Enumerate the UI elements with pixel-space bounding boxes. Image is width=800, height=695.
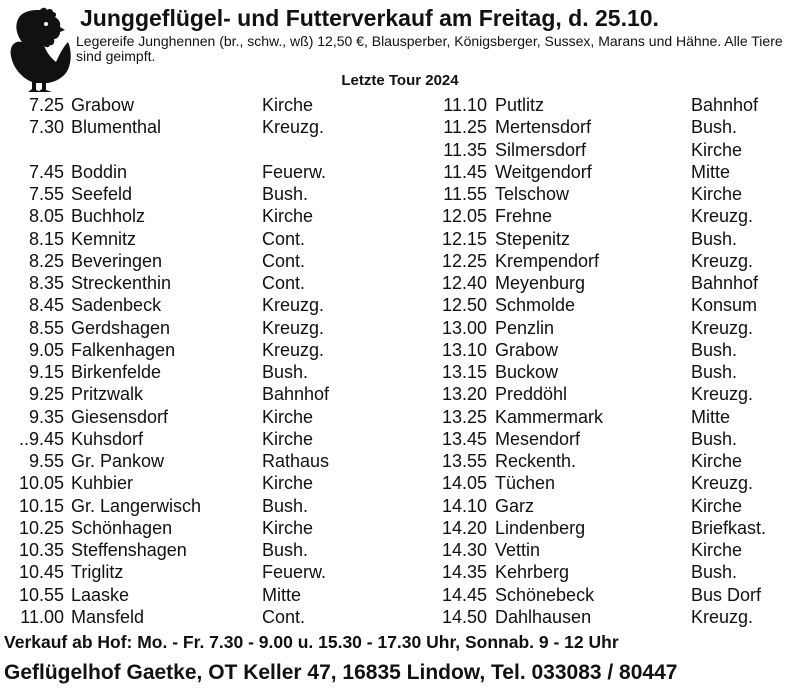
stop-location: Bush. [262,540,309,560]
stop-place: Reckenth. [495,451,577,471]
stop-place: Gerdshagen [71,317,171,338]
stop-place: Kemnitz [71,228,137,249]
stop-place: Schönebeck [495,584,595,605]
schedule-row [400,317,800,339]
tour-title: Letzte Tour 2024 [341,72,459,89]
stop-location: Kreuzg. [691,250,754,271]
stop-place: Telschow [495,184,570,204]
schedule-row [400,294,800,316]
schedule-row [0,472,395,494]
schedule-row [400,606,800,628]
stop-location: Bahnhof [262,384,330,405]
stop-time: 13.55 [441,451,487,471]
stop-location: Kreuzg. [262,339,325,360]
stop-time: 11.55 [443,184,487,204]
stop-time: 13.00 [441,317,487,338]
stop-location: Kreuzg. [691,206,754,227]
stop-place: Beveringen [71,250,163,271]
stop-place: Putlitz [495,95,545,115]
stop-location: Mitte [691,406,731,427]
stop-time: 12.50 [441,295,487,316]
stop-location: Bush. [691,117,738,138]
stop-location: Kreuzg. [262,295,325,316]
stop-time: 14.20 [441,517,487,538]
schedule-row [400,450,800,472]
stop-place: Mansfeld [71,606,145,627]
stop-place: Tüchen [495,473,556,494]
stop-location: Bahnhof [691,273,759,293]
schedule-row [0,561,395,583]
schedule-row [400,339,800,361]
stop-place: Sadenbeck [71,295,162,316]
schedule-row [400,495,800,517]
stop-time: 14.10 [441,495,487,516]
stop-place: Triglitz [71,562,124,583]
stop-location: Kirche [262,95,314,115]
schedule-row [0,383,395,405]
stop-place: Kuhsdorf [71,428,144,449]
stop-location: Bahnhof [691,95,759,115]
stop-place: Stepenitz [495,228,571,249]
stop-location: Cont. [262,273,306,293]
stop-place: Giesensdorf [71,406,169,427]
stop-location: Kreuzg. [262,117,325,138]
stop-place: Buchholz [71,206,146,227]
schedule-row [0,272,395,294]
schedule-row [0,116,395,138]
stop-location: Kirche [262,206,314,227]
stop-place: Falkenhagen [71,339,176,360]
stop-location: Feuerw. [262,562,327,583]
stop-location: Kirche [262,473,314,494]
stop-time: 13.15 [441,362,487,382]
stop-location: Kreuzg. [691,384,754,405]
stop-time: 9.25 [28,384,64,405]
stop-place: Lindenberg [495,517,586,538]
stop-place: Weitgendorf [495,161,592,182]
stop-time: 12.25 [441,250,487,271]
schedule-row [0,183,395,205]
schedule-row [400,228,800,250]
stop-location: Feuerw. [262,161,327,182]
schedule-row [400,272,800,294]
stop-time: 11.00 [20,606,64,627]
schedule-row [400,250,800,272]
stop-place: Grabow [71,95,135,115]
stop-location: Kirche [262,428,314,449]
stop-location: Kreuzg. [691,606,754,627]
stop-location: Bush. [691,362,738,382]
stop-time: 9.15 [28,362,64,382]
stop-place: Krempendorf [495,250,600,271]
stop-place: Kehrberg [495,562,570,583]
stop-location: Kirche [691,540,743,560]
schedule-row [400,205,800,227]
stop-location: Bush. [691,562,738,583]
company-address: Geflügelhof Gaetke, OT Keller 47, 16835 Lindow, Tel. 033083 / 80447 [4,661,678,684]
stop-time: 11.10 [443,95,487,115]
stop-place: Blumenthal [71,117,162,138]
stop-time: 14.30 [441,540,487,560]
stop-time: 13.20 [441,384,487,405]
stop-time: 14.35 [441,562,487,583]
schedule-row [0,161,395,183]
stop-time: 10.45 [18,562,64,583]
stop-location: Kirche [691,184,743,204]
stop-location: Kirche [691,139,743,160]
stop-time: 8.05 [28,206,64,227]
schedule-row [0,139,395,161]
schedule-row [400,517,800,539]
stop-place: Vettin [495,540,541,560]
stop-time: 9.55 [28,451,64,471]
stop-time: 13.45 [441,428,487,449]
stop-place: Laaske [71,584,130,605]
stop-place: Penzlin [495,317,555,338]
stop-location: Bush. [691,339,738,360]
schedule-row [0,94,395,116]
stop-location: Bus Dorf [691,584,762,605]
stop-place: Steffenshagen [71,540,187,560]
stop-location: Bush. [262,495,309,516]
schedule-row [400,361,800,383]
stop-location: Cont. [262,228,306,249]
stop-time: 13.25 [441,406,487,427]
schedule-row [400,406,800,428]
stop-time: 11.35 [443,139,487,160]
schedule-row [0,205,395,227]
stop-time: 12.40 [441,273,487,293]
stop-time: ..9.45 [18,428,64,449]
stop-location: Mitte [691,161,731,182]
stop-location: Kreuzg. [691,317,754,338]
stop-location: Bush. [691,228,738,249]
stop-time: 10.15 [18,495,64,516]
stop-location: Mitte [262,584,302,605]
stop-time: 14.50 [441,606,487,627]
schedule-row [0,228,395,250]
schedule-row [0,495,395,517]
stop-time: 8.55 [28,317,64,338]
schedule-row [0,428,395,450]
schedule-row [0,406,395,428]
stop-location: Briefkast. [691,517,767,538]
schedule-row [400,539,800,561]
schedule-row [400,116,800,138]
stop-place: Mesendorf [495,428,581,449]
schedule-row [0,517,395,539]
stop-place: Boddin [71,161,128,182]
stop-time: 10.55 [18,584,64,605]
schedule-row [0,539,395,561]
stop-time: 10.25 [18,517,64,538]
stop-location: Kirche [691,451,743,471]
sales-hours: Verkauf ab Hof: Mo. - Fr. 7.30 - 9.00 u. 15.30 - 17.30 Uhr, Sonnab. 9 - 12 Uhr [4,632,619,652]
stop-time: 13.10 [441,339,487,360]
stop-time: 7.30 [28,117,64,138]
stop-time: 8.45 [28,295,64,316]
stop-location: Kreuzg. [262,317,325,338]
stop-place: Frehne [495,206,553,227]
description: Legereife Junghennen (br., schw., wß) 12,50 €, Blausperber, Königsberger, Sussex, Marans und Hähne. Alle Tiere sind geimpft. [76,33,783,64]
stop-location: Kreuzg. [691,473,754,494]
stop-location: Bush. [262,184,309,204]
schedule-row [0,250,395,272]
schedule-row [400,161,800,183]
stop-location: Bush. [691,428,738,449]
stop-time: 8.35 [28,273,64,293]
stop-place: Gr. Langerwisch [71,495,202,516]
schedule-row [400,94,800,116]
stop-place: Silmersdorf [495,139,587,160]
stop-time: 11.25 [443,117,487,138]
stop-place: Garz [495,495,535,516]
stop-place: Kammermark [495,406,604,427]
stop-location: Rathaus [262,451,330,471]
stop-place: Preddöhl [495,384,568,405]
stop-time: 7.55 [28,184,64,204]
stop-place: Grabow [495,339,559,360]
stop-time: 7.45 [28,161,64,182]
stop-time: 14.45 [441,584,487,605]
stop-location: Cont. [262,606,306,627]
stop-time: 12.05 [441,206,487,227]
stop-location: Kirche [262,406,314,427]
stop-place: Mertensdorf [495,117,592,138]
stop-place: Dahlhausen [495,606,592,627]
stop-time: 9.35 [28,406,64,427]
stop-time: 10.05 [18,473,64,494]
schedule-row [400,139,800,161]
schedule-left-column [0,94,395,628]
stop-time: 9.05 [28,339,64,360]
stop-place: Kuhbier [71,473,134,494]
stop-location: Cont. [262,250,306,271]
stop-time: 14.05 [441,473,487,494]
stop-time: 8.15 [28,228,64,249]
stop-place: Birkenfelde [71,362,162,382]
schedule-row [400,472,800,494]
schedule-row [400,584,800,606]
stop-location: Kirche [691,495,743,516]
schedule-row [400,561,800,583]
schedule-row [400,383,800,405]
stop-time: 10.35 [18,540,64,560]
stop-location: Kirche [262,517,314,538]
stop-place: Buckow [495,362,559,382]
schedule-row [0,584,395,606]
schedule-row [0,361,395,383]
schedule-row [0,294,395,316]
stop-place: Seefeld [71,184,133,204]
schedule-row [400,183,800,205]
schedule-row [0,450,395,472]
stop-place: Pritzwalk [71,384,144,405]
stop-time: 8.25 [28,250,64,271]
stop-place: Schönhagen [71,517,173,538]
schedule-row [0,339,395,361]
stop-place: Schmolde [495,295,576,316]
stop-time: 7.25 [28,95,64,115]
schedule-row [0,606,395,628]
stop-place: Streckenthin [71,273,172,293]
stop-place: Gr. Pankow [71,451,165,471]
stop-location: Konsum [691,295,758,316]
stop-time: 11.45 [443,161,487,182]
schedule-right-column [400,94,800,628]
schedule-row [400,428,800,450]
stop-time: 12.15 [441,228,487,249]
stop-location: Bush. [262,362,309,382]
headline: Junggeflügel- und Futterverkauf am Freitag, d. 25.10. [80,5,659,31]
schedule-row [0,317,395,339]
stop-place: Meyenburg [495,273,586,293]
